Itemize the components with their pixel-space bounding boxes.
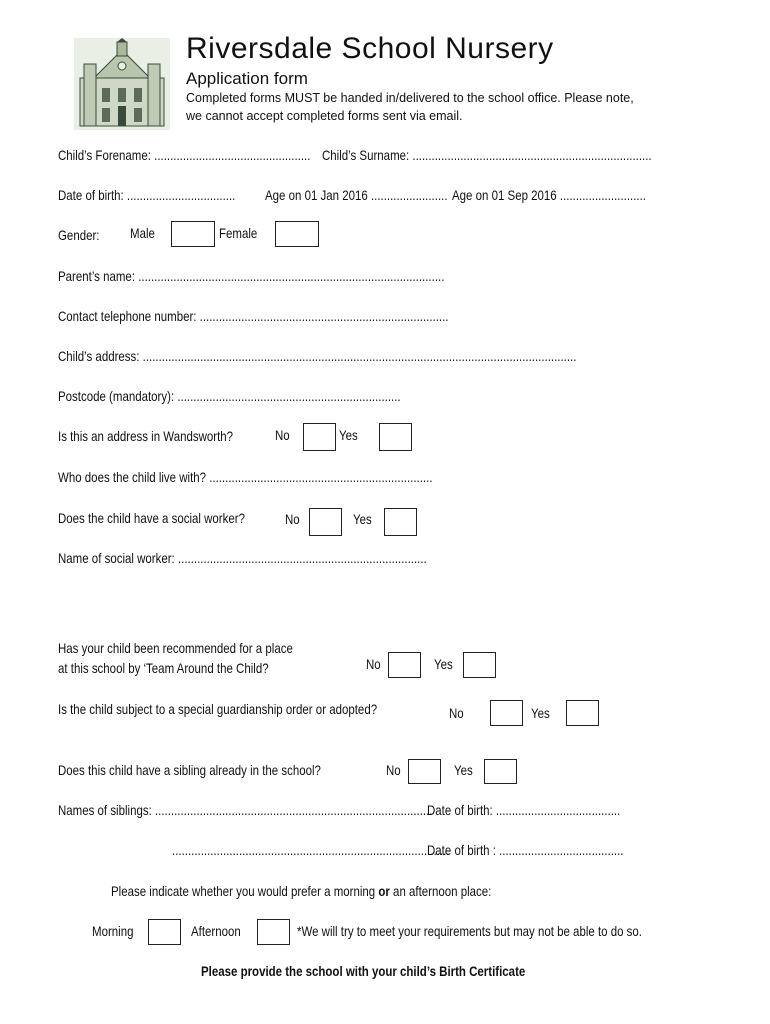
social-worker-name-field[interactable]: Name of social worker: .............................................................................. [58, 550, 427, 566]
tac-no-label: No [366, 656, 381, 672]
morning-checkbox[interactable] [148, 919, 181, 945]
sibling-dob-field-2[interactable]: Date of birth : ....................................... [427, 842, 624, 858]
guardianship-yes-checkbox[interactable] [566, 700, 599, 726]
sibling-dob-field-1[interactable]: Date of birth: ....................................... [427, 802, 621, 818]
tac-no-checkbox[interactable] [388, 652, 421, 678]
male-checkbox[interactable] [171, 221, 215, 247]
age-jan-field[interactable]: Age on 01 Jan 2016 ........................ [265, 187, 448, 203]
postcode-field[interactable]: Postcode (mandatory): ...................................................................... [58, 388, 401, 404]
address-field[interactable]: Child’s address: ........................................................................................................................................ [58, 348, 577, 364]
guardianship-question: Is the child subject to a special guardianship order or adopted? [58, 701, 378, 717]
sibling-no-label: No [386, 762, 401, 778]
female-label: Female [219, 225, 258, 241]
age-sep-field[interactable]: Age on 01 Sep 2016 ........................... [452, 187, 646, 203]
form-subtitle: Application form [186, 69, 308, 88]
submission-note-line1: Completed forms MUST be handed in/delivered to the school office. Please note, [186, 91, 634, 105]
afternoon-checkbox[interactable] [257, 919, 290, 945]
session-preference-prompt [111, 883, 491, 899]
guardianship-yes-label: Yes [531, 705, 550, 721]
guardianship-no-checkbox[interactable] [490, 700, 523, 726]
session-preference-or: or [378, 883, 390, 899]
sibling-question: Does this child have a sibling already in the school? [58, 762, 321, 778]
page-title: Riversdale School Nursery [186, 32, 554, 65]
tac-yes-label: Yes [434, 656, 453, 672]
social-worker-no-checkbox[interactable] [309, 508, 342, 536]
tac-yes-checkbox[interactable] [463, 652, 496, 678]
sibling-names-field-2[interactable]: ....................................................................................... [172, 842, 450, 858]
afternoon-label: Afternoon [191, 923, 241, 939]
morning-label: Morning [92, 923, 134, 939]
birth-certificate-note: Please provide the school with your child’s Birth Certificate [201, 963, 526, 979]
parent-name-field[interactable]: Parent’s name: ................................................................................................ [58, 268, 445, 284]
submission-note-line2: we cannot accept completed forms sent via email. [186, 109, 463, 123]
tac-question-line2: at this school by ‘Team Around the Child? [58, 660, 269, 676]
social-worker-yes-label: Yes [353, 511, 372, 527]
tac-question-line1: Has your child been recommended for a place [58, 640, 293, 656]
sibling-yes-checkbox[interactable] [484, 759, 517, 784]
guardianship-no-label: No [449, 705, 464, 721]
phone-field[interactable]: Contact telephone number: .............................................................................. [58, 308, 449, 324]
dob-field[interactable]: Date of birth: .................................. [58, 187, 236, 203]
lives-with-field[interactable]: Who does the child live with? ...................................................................... [58, 469, 433, 485]
wandsworth-no-label: No [275, 427, 290, 443]
requirements-note: *We will try to meet your requirements but may not be able to do so. [297, 923, 642, 939]
session-preference-text-1: Please indicate whether you would prefer a morning [111, 883, 379, 899]
session-preference-text-2: an afternoon place: [389, 883, 492, 899]
wandsworth-no-checkbox[interactable] [303, 423, 336, 451]
forename-field[interactable]: Child’s Forename: ................................................. [58, 147, 311, 163]
sibling-yes-label: Yes [454, 762, 473, 778]
wandsworth-yes-label: Yes [339, 427, 358, 443]
wandsworth-question: Is this an address in Wandsworth? [58, 428, 234, 444]
social-worker-yes-checkbox[interactable] [384, 508, 417, 536]
sibling-no-checkbox[interactable] [408, 759, 441, 784]
submission-note [186, 89, 656, 125]
surname-field[interactable]: Child’s Surname: ........................................................................... [322, 147, 652, 163]
gender-label: Gender: [58, 227, 100, 243]
sibling-names-field[interactable]: Names of siblings: ....................................................................................... [58, 802, 433, 818]
school-building-logo [74, 38, 170, 130]
social-worker-no-label: No [285, 511, 300, 527]
wandsworth-yes-checkbox[interactable] [379, 423, 412, 451]
social-worker-question: Does the child have a social worker? [58, 510, 245, 526]
female-checkbox[interactable] [275, 221, 319, 247]
male-label: Male [130, 225, 155, 241]
